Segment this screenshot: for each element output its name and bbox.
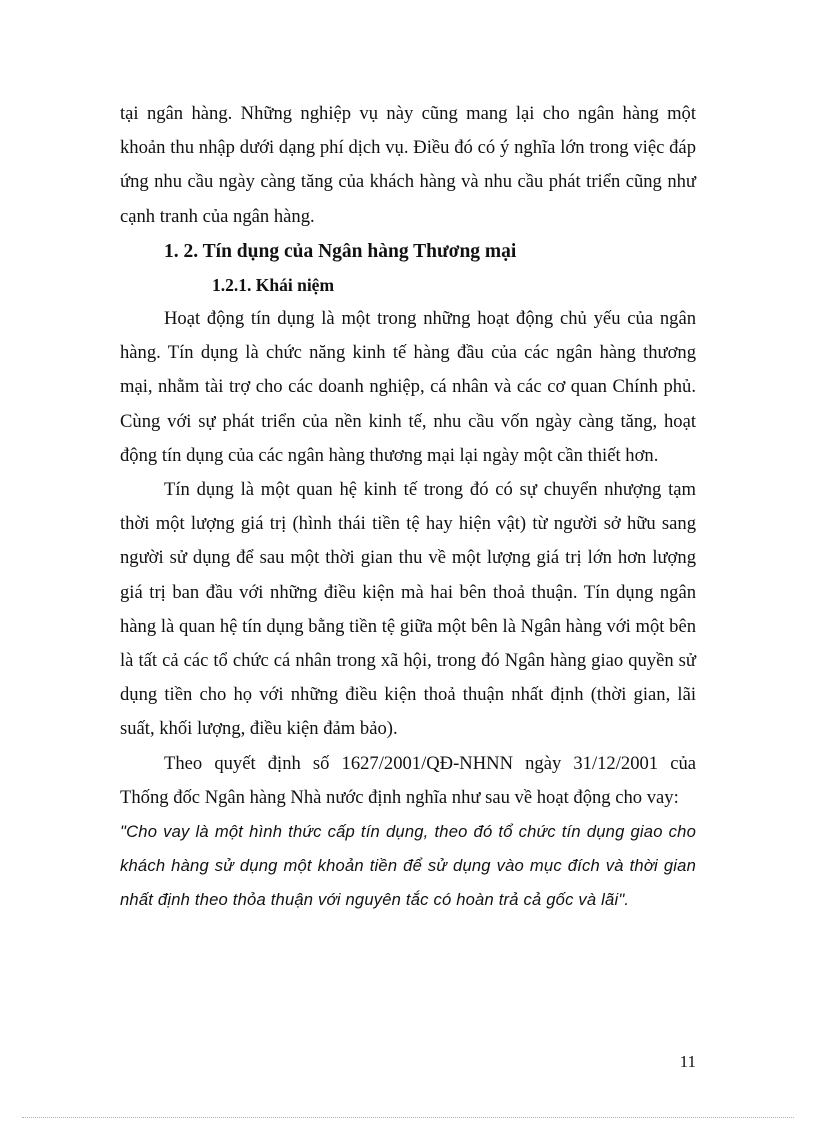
page-number: 11 xyxy=(679,1052,696,1071)
paragraph-credit-activity: Hoạt động tín dụng là một trong những hoạt động chủ yếu của ngân hàng. Tín dụng là chức năng kinh tế hàng đầu của các ngân hàng thương mại, nhằm tài trợ cho các doanh nghiệp, cá nhân và các cơ quan Chính phủ. Cùng với sự phát triển của nền kinh tế, nhu cầu vốn ngày càng tăng, hoạt động tín dụng của các ngân hàng thương mại lại ngày một cần thiết hơn. xyxy=(120,308,696,466)
page-bottom-rule xyxy=(22,1117,794,1118)
paragraph-continued: tại ngân hàng. Những nghiệp vụ này cũng mang lại cho ngân hàng một khoản thu nhập dưới dạng phí dịch vụ. Điều đó có ý nghĩa lớn trong việc đáp ứng nhu cầu ngày càng tăng của khách hàng và nhu cầu phát triển cũng như cạnh tranh của ngân hàng. xyxy=(120,103,696,227)
section-heading: 1. 2. Tín dụng của Ngân hàng Thương mại xyxy=(164,240,517,262)
quoted-definition: "Cho vay là một hình thức cấp tín dụng, theo đó tổ chức tín dụng giao cho khách hàng sử dụng một khoản tiền để sử dụng vào mục đích và thời gian nhất định theo thỏa thuận với nguyên tắc có hoàn trả cả gốc và lãi". xyxy=(120,822,696,910)
subsection-heading: 1.2.1. Khái niệm xyxy=(212,275,335,296)
page-content xyxy=(120,97,696,918)
paragraph-credit-definition: Tín dụng là một quan hệ kinh tế trong đó có sự chuyển nhượng tạm thời một lượng giá trị (hình thái tiền tệ hay hiện vật) từ người sở hữu sang người sử dụng để sau một thời gian thu về một lượng giá trị lớn hơn lượng giá trị ban đầu với những điều kiện mà hai bên thoả thuận. Tín dụng ngân hàng là quan hệ tín dụng bằng tiền tệ giữa một bên là Ngân hàng với một bên là tất cả các tổ chức cá nhân trong xã hội, trong đó Ngân hàng giao quyền sử dụng tiền cho họ với những điều kiện thoả thuận nhất định (thời gian, lãi suất, khối lượng, điều kiện đảm bảo). xyxy=(120,479,696,740)
paragraph-decision-reference: Theo quyết định số 1627/2001/QĐ-NHNN ngày 31/12/2001 của Thống đốc Ngân hàng Nhà nước định nghĩa như sau về hoạt động cho vay: xyxy=(120,752,696,808)
